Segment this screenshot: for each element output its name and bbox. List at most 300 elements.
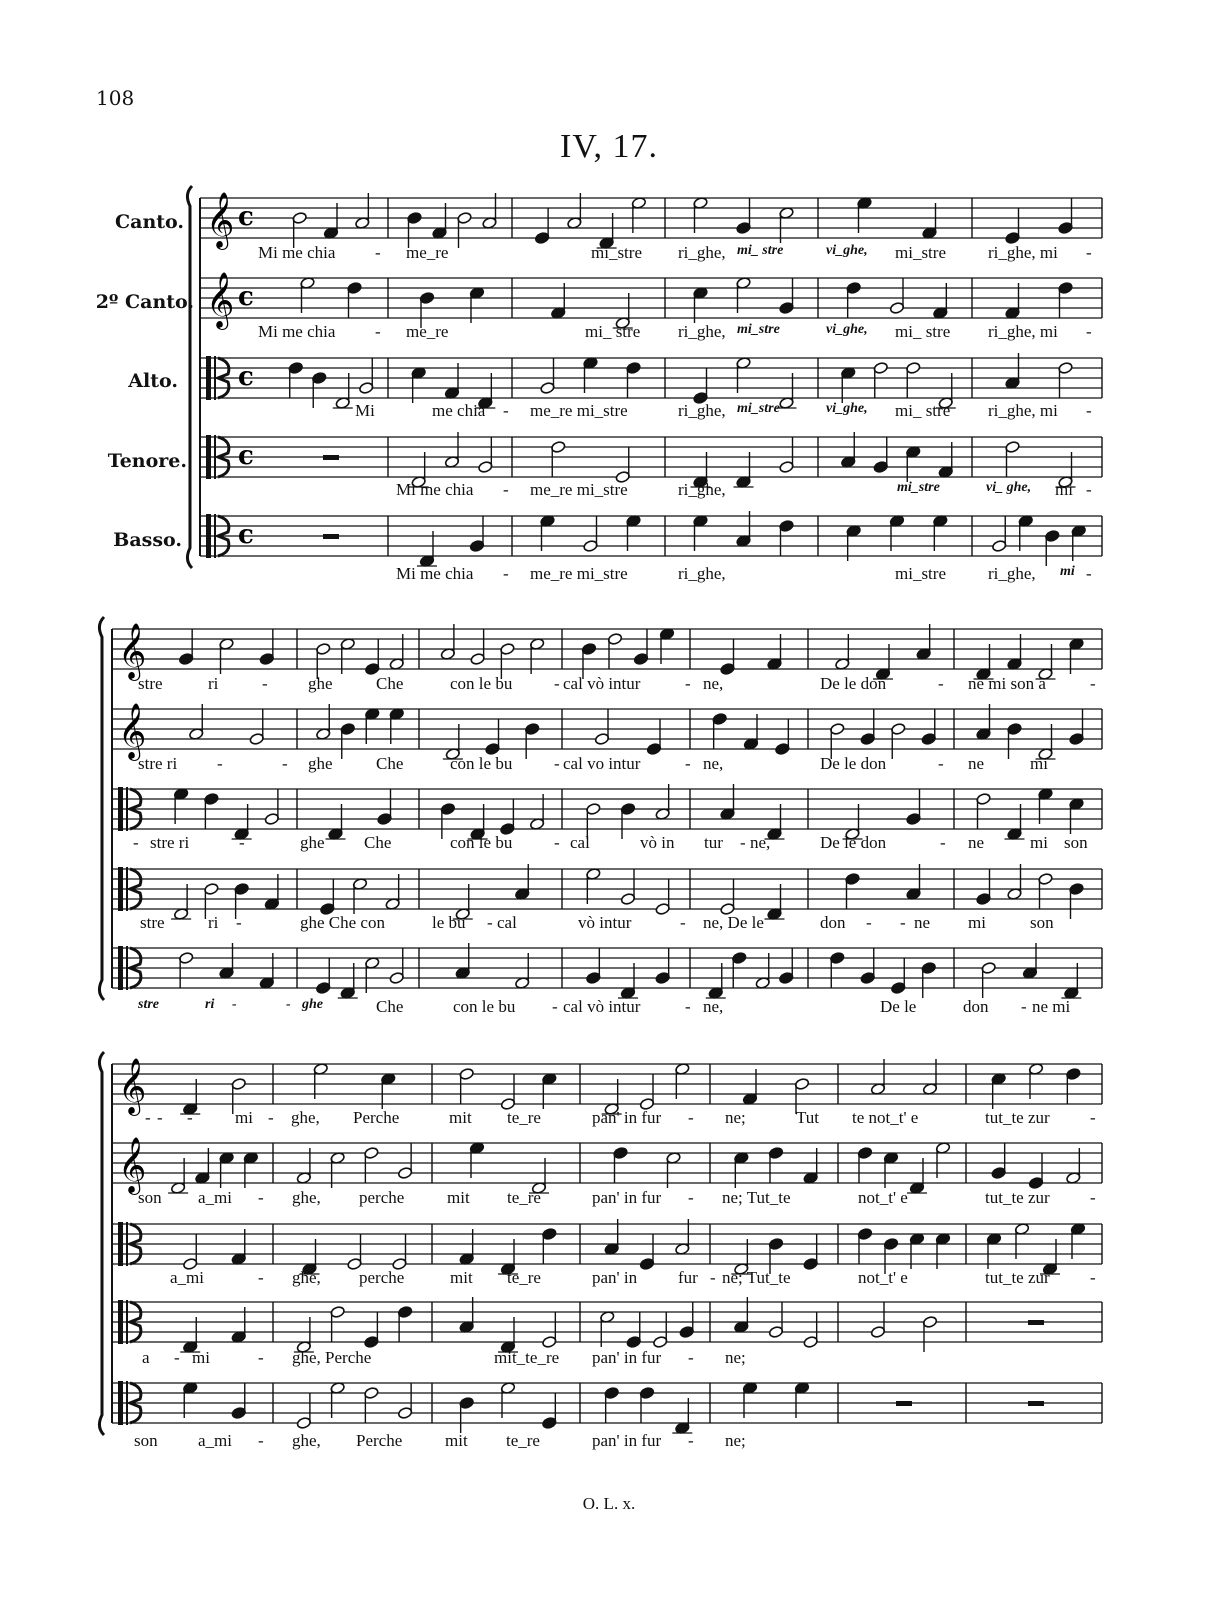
lyric-syllable: ghe, [292,1268,321,1287]
note-icon [768,1302,783,1338]
note-icon [768,1147,783,1183]
lyric-syllable: mi [1030,754,1048,773]
note-icon [620,869,635,905]
note-icon [264,789,279,825]
lyric-syllable: ri [205,997,215,1012]
staff-1-5 [200,511,1102,567]
lyric-syllable: mi_stre [737,401,780,416]
note-icon [397,1383,412,1419]
note-icon [179,952,194,988]
lyric-syllable: son [134,1431,158,1450]
note-icon [922,1316,937,1352]
lyric-syllable: con le bu [450,754,513,773]
note-icon [775,719,790,755]
note-icon [1069,709,1084,745]
lyric-syllable: ne [914,913,931,932]
lyric-syllable: me chia [432,401,486,420]
note-icon [891,958,906,994]
lyric-syllable: mi_ stre [895,401,951,420]
note-icon [626,362,641,398]
note-icon [873,437,888,473]
note-icon [459,1397,474,1433]
lyric-syllable: - [710,1268,716,1287]
lyric-syllable: vi_ghe, [826,401,868,416]
lyric-syllable: a_mi [198,1188,232,1207]
note-icon [607,633,622,669]
lyric-syllable: - [375,243,381,262]
voice-label-secondo-canto: 2º Canto. [95,291,194,313]
lyric-syllable: vi_ghe, [826,243,868,258]
lyric-syllable: - [375,322,381,341]
lyric-syllable: ri_ghe, [988,564,1036,583]
lyric-syllable: ne [968,754,985,773]
note-icon [860,709,875,745]
lyric-syllable: don [963,997,989,1016]
lyric-syllable: - [258,1431,264,1450]
lyric-syllable: - [503,480,509,499]
note-icon [364,1312,379,1348]
note-icon [288,362,303,398]
treble-clef-icon: 𝄞 [118,1058,147,1114]
lyric-syllable: - [174,1348,180,1367]
rest-icon [323,455,339,460]
lyric-syllable: - [487,913,493,932]
voice-label-canto: Canto. [115,211,184,233]
lyric-syllable: mi_stre [895,243,946,262]
lyric-syllable: ghe [300,833,325,852]
lyric-syllable: ghe [302,997,323,1012]
lyric-syllable: - [554,754,560,773]
note-icon [712,713,727,749]
lyric-syllable: - [1090,674,1096,693]
lyric-syllable: - [688,1348,694,1367]
note-icon [976,869,991,905]
lyric-syllable: ri_ghe, mi [988,322,1058,341]
lyric-syllable: - [554,674,560,693]
note-icon [478,437,493,473]
note-icon [1005,441,1020,477]
common-time-icon: c [238,202,254,232]
staff-1-4 [200,432,1102,488]
lyric-syllable: - [552,997,558,1016]
note-icon [347,282,362,318]
lyric-syllable: - [217,754,223,773]
lyric-syllable: tur [704,833,723,852]
lyric-syllable: pan' in fur [592,1431,662,1450]
lyric-syllable: tut_te zur [985,1268,1050,1287]
note-icon [316,958,331,994]
note-icon [1058,282,1073,318]
lyric-syllable: ri_ghe, [678,243,726,262]
lyric-syllable: - [262,674,268,693]
lyric-syllable: ri_ghe, [678,480,726,499]
note-icon [1045,530,1060,566]
lyric-syllable: cal vò intur [563,997,641,1016]
lyric-syllable: De le don [820,754,887,773]
lyric-syllable: Che [376,997,404,1016]
lyric-syllable: perche [359,1268,405,1287]
lyric-syllable: vò in [640,833,675,852]
lyric-syllable: - [133,833,139,852]
note-icon [594,709,609,745]
note-icon [779,520,794,556]
lyric-syllable: ne mi son a [968,674,1046,693]
note-icon [921,962,936,998]
staff-3-3 [112,1219,1102,1275]
rest-icon [323,534,339,539]
lyric-syllable: a [142,1348,150,1367]
lyric-syllable: mi [1055,480,1073,499]
note-icon [620,803,635,839]
lyric-syllable: ghe Che con [300,913,385,932]
note-icon [653,1312,668,1348]
piece-title: IV, 17. [560,128,658,165]
lyric-syllable: mi_stre [737,322,780,337]
lyric-syllable: te_re [507,1108,541,1127]
note-icon [720,879,735,915]
lyric-syllable: ne; [725,1431,746,1450]
note-icon [1066,1068,1081,1104]
note-icon [500,1074,515,1110]
lyric-syllable: son [1030,913,1054,932]
lyric-syllable: Che [364,833,392,852]
system-bracket-icon [99,1052,104,1435]
lyric-syllable: pan' in fur [592,1108,662,1127]
note-icon [397,1306,412,1342]
lyric-syllable: - [685,754,691,773]
lyric-syllable: - [258,1268,264,1287]
lyric-syllable: - [157,1108,163,1127]
lyric-syllable: - [1021,997,1027,1016]
lyric-syllable: De le don [820,674,887,693]
note-icon [540,358,555,394]
staff-1-1 [200,192,1102,250]
lyric-syllable: - [900,913,906,932]
note-icon [830,952,845,988]
note-icon [870,1302,885,1338]
treble-clef-icon: 𝄞 [118,703,147,759]
system-bracket-icon [99,617,104,1000]
note-icon [364,1387,379,1423]
staff-3-4 [112,1297,1102,1353]
lyric-syllable: ne; Tut_te [722,1188,791,1207]
note-icon [1069,883,1084,919]
lyric-syllable: ri_ghe, [678,564,726,583]
lyric-syllable: cal [570,833,590,852]
note-icon [613,1147,628,1183]
note-icon [1005,208,1020,244]
lyric-syllable: - [282,754,288,773]
lyric-syllable: vi_ghe, [826,322,868,337]
note-icon [330,1306,345,1342]
note-icon [583,516,598,552]
lyric-syllable: - [1090,1108,1096,1127]
lyric-syllable: son [1064,833,1088,852]
note-icon [860,948,875,984]
note-icon [542,1228,557,1264]
lyric-syllable: mi [1030,833,1048,852]
lyric-syllable: - [1090,1268,1096,1287]
note-icon [889,278,904,314]
note-icon [992,516,1007,552]
lyric-syllable: - [1086,401,1092,420]
lyric-syllable: ri_ghe, [678,401,726,420]
note-icon [639,1074,654,1110]
note-icon [921,709,936,745]
lyric-syllable: te_re [507,1188,541,1207]
treble-clef-icon: 𝄞 [206,192,235,248]
lyric-syllable: cal vo intur [563,754,641,773]
note-icon [1038,873,1053,909]
note-icon [679,1302,694,1338]
lyric-syllable: - [554,833,560,852]
lyric-syllable: - [1086,564,1092,583]
note-icon [377,789,392,825]
lyric-syllable: pan' in [592,1268,638,1287]
lyric-syllable: - [1086,322,1092,341]
voice-label-basso: Basso. [113,529,182,551]
lyric-syllable: mi_stre [897,480,940,495]
note-icon [615,447,630,483]
lyric-syllable: stre [138,674,163,693]
note-icon [296,1393,311,1429]
lyric-syllable: ri [208,674,219,693]
lyric-syllable: con le bu [453,997,516,1016]
staff-1-3 [200,353,1102,409]
lyric-syllable: - [503,401,509,420]
lyric-syllable: mi_stre [895,564,946,583]
note-icon [359,358,374,394]
common-time-icon: c [238,520,254,550]
note-icon [906,789,921,825]
lyric-syllable: perche [359,1188,405,1207]
note-icon [655,948,670,984]
note-icon [693,368,708,404]
note-icon [183,1234,198,1270]
lyric-syllable: ri_ghe, mi [988,401,1058,420]
lyric-syllable: - [688,1188,694,1207]
note-icon [485,719,500,755]
note-icon [779,278,794,314]
lyric-syllable: don [820,913,846,932]
lyric-syllable: me_re mi_stre [530,480,628,499]
note-icon [646,719,661,755]
note-icon [1028,1153,1043,1189]
note-icon [976,793,991,829]
note-icon [204,793,219,829]
lyric-syllable: ne, [703,674,724,693]
common-time-icon: c [238,441,254,471]
lyric-syllable: Mi me chia [396,480,474,499]
lyric-syllable: not_t' e [858,1188,908,1207]
lyric-syllable: pan' in fur [592,1188,662,1207]
lyric-syllable: te_re [507,1268,541,1287]
lyric-syllable: fur [678,1268,698,1287]
note-icon [500,799,515,835]
lyric-syllable: - [286,997,291,1012]
lyric-syllable: vò intur [578,913,632,932]
lyric-syllable: stre [138,997,159,1012]
lyric-syllable: - [1090,1188,1096,1207]
lyric-syllable: con le bu [450,833,513,852]
lyric-syllable: me_re [406,243,449,262]
staff-3-5 [112,1381,1102,1434]
staff-3-2 [112,1137,1102,1195]
lyric-syllable: - [1086,243,1092,262]
lyric-syllable: ne; Tut_te [722,1268,791,1287]
lyric-syllable: - [503,564,509,583]
voice-label-alto: Alto. [128,370,178,392]
lyric-syllable: ri_ghe, [678,322,726,341]
lyric-syllable: mit [445,1431,468,1450]
note-icon [1007,723,1022,759]
note-icon [365,639,380,675]
lyric-syllable: ne, [703,997,724,1016]
lyric-syllable: - [940,833,946,852]
lyric-syllable: stre ri [138,754,178,773]
lyric-syllable: le bu [432,913,466,932]
lyric-syllable: De le don [820,833,887,852]
lyric-syllable: - [688,1108,694,1127]
lyric-syllable: ne; [725,1108,746,1127]
lyric-syllable: ghe, [291,1108,320,1127]
note-icon [231,1383,246,1419]
lyric-syllable: ri [208,913,219,932]
lyric-syllable: stre [140,913,165,932]
note-icon [604,1387,619,1423]
lyric-syllable: Che [376,674,404,693]
note-icon [470,629,485,665]
note-icon [845,873,860,909]
page-footer: O. L. x. [582,1494,636,1513]
note-icon [586,948,601,984]
lyric-syllable: ne [968,833,985,852]
lyric-syllable: - [1086,480,1092,499]
lyric-syllable: a_mi [170,1268,204,1287]
note-icon [347,1234,362,1270]
note-icon [655,879,670,915]
lyric-syllable: me_re mi_stre [530,564,628,583]
lyric-syllable: vi_ ghe, [986,480,1032,495]
lyric-syllable: ghe, [292,1431,321,1450]
note-icon [891,723,906,759]
lyric-syllable: ne; [725,1348,746,1367]
lyric-syllable: ghe [308,674,333,693]
lyric-syllable: not_t' e [858,1268,908,1287]
note-icon [803,1312,818,1348]
lyric-syllable: con le bu [450,674,513,693]
rest-icon [1028,1320,1044,1325]
lyric-syllable: ghe, [292,1188,321,1207]
page-number: 108 [96,86,135,110]
note-icon [459,1068,474,1104]
lyric-syllable: ne, [750,833,771,852]
lyric-syllable: mit [449,1108,472,1127]
lyric-syllable: pan' in fur [592,1348,662,1367]
lyric-syllable: - [740,833,746,852]
lyric-syllable: - [258,1348,264,1367]
lyric-syllable: Mi [355,401,375,420]
note-icon [525,723,540,759]
note-icon [389,948,404,984]
lyric-syllable: - [236,913,242,932]
lyric-syllable: - [232,997,237,1012]
lyric-syllable: ne, [703,754,724,773]
lyric-syllable: - [938,754,944,773]
lyric-syllable: cal vò intur [563,674,641,693]
lyric-syllable: Mi me chia [396,564,474,583]
lyric-syllable: Mi me chia [258,322,336,341]
note-icon [551,441,566,477]
lyric-syllable: mit [447,1188,470,1207]
lyric-syllable: mi [968,913,986,932]
note-icon [534,208,549,244]
lyric-syllable: ne mi [1032,997,1071,1016]
note-icon [639,1234,654,1270]
note-icon [542,1312,557,1348]
lyric-syllable: mi_stre [591,243,642,262]
lyric-syllable: ne, De le [703,913,764,932]
lyric-syllable: Che [376,754,404,773]
note-icon [991,1143,1006,1179]
note-icon [639,1387,654,1423]
lyric-syllable: mi [192,1348,210,1367]
note-icon [312,372,327,408]
lyric-syllable: mi_ stre [585,322,641,341]
lyric-syllable: - [688,1431,694,1450]
note-icon [732,952,747,988]
note-icon [320,879,335,915]
note-icon [457,212,472,248]
lyric-syllable: - [680,913,686,932]
system-bracket-icon [187,186,192,568]
note-icon [1058,198,1073,234]
lyric-syllable: ri_ghe, mi [988,243,1058,262]
lyric-syllable: - [685,674,691,693]
common-time-icon: c [238,362,254,392]
note-icon [392,1234,407,1270]
lyric-syllable: son [138,1188,162,1207]
note-icon [364,1147,379,1183]
note-icon [803,1234,818,1270]
note-icon [736,198,751,234]
lyric-syllable: mit [450,1268,473,1287]
lyric-syllable: mit_te_re [494,1348,560,1367]
lyric-syllable: mi_ stre [737,243,784,258]
note-icon [906,362,921,398]
note-icon [340,723,355,759]
lyric-syllable: - [145,1108,151,1127]
note-icon [626,1312,641,1348]
treble-clef-icon: 𝄞 [206,272,235,328]
lyric-syllable: - [685,997,691,1016]
lyric-syllable: Perche [356,1431,403,1450]
note-icon [981,962,996,998]
note-icon [633,629,648,665]
lyric-syllable: - [268,1108,274,1127]
note-icon [857,1228,872,1264]
lyric-syllable: De le [880,997,917,1016]
rest-icon [1028,1401,1044,1406]
note-icon [249,709,264,745]
lyric-syllable: te_re [506,1431,540,1450]
lyric-syllable: cal [497,913,517,932]
common-time-icon: c [238,282,254,312]
lyric-syllable: me_re mi_stre [530,401,628,420]
note-icon [397,1143,412,1179]
voice-label-tenore: Tenore. [107,450,187,472]
note-icon [846,282,861,318]
